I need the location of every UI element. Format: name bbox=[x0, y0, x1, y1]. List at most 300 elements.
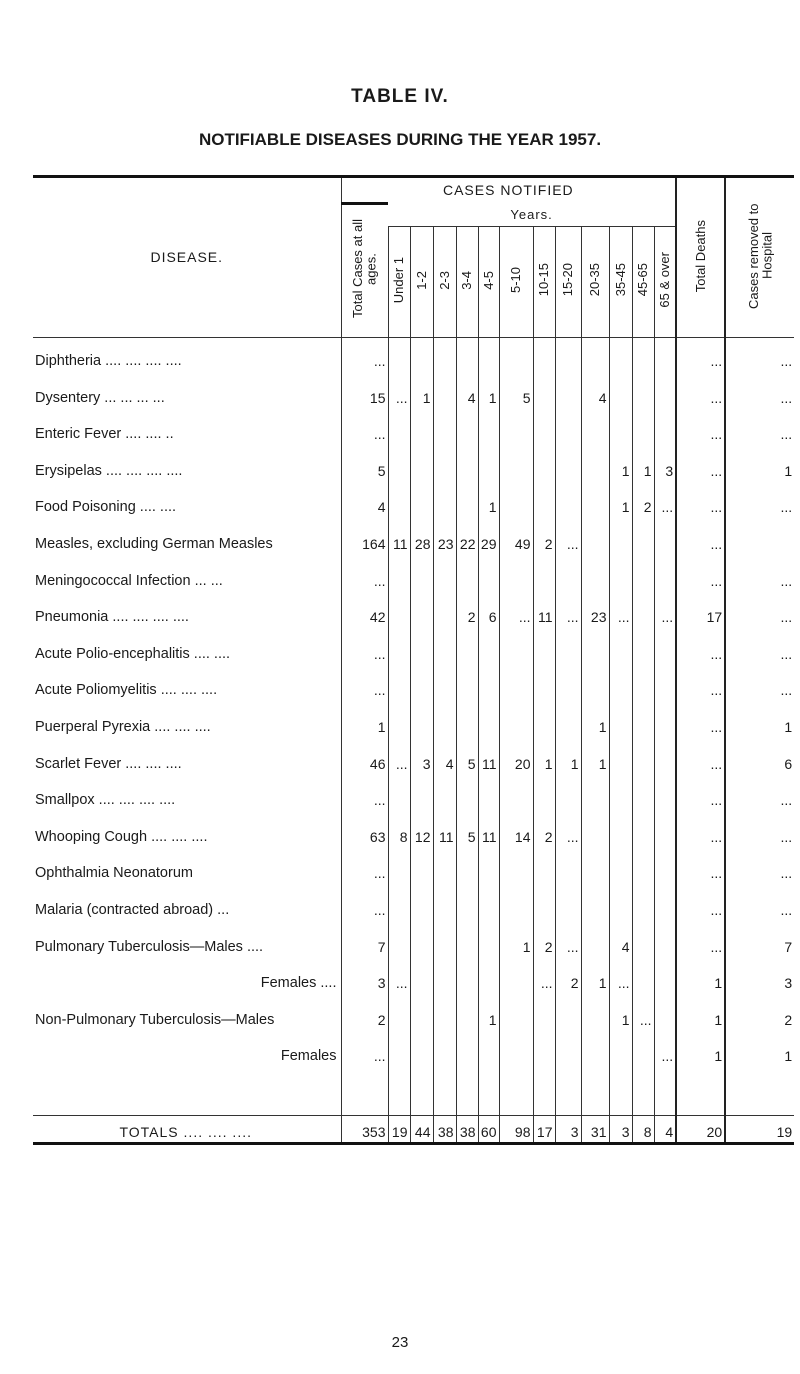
table-cell bbox=[632, 667, 654, 704]
table-cell: 1 bbox=[609, 484, 632, 521]
table-cell bbox=[581, 630, 609, 667]
table-cell: 22 bbox=[456, 520, 478, 557]
table-cell bbox=[456, 484, 478, 521]
table-cell bbox=[632, 337, 654, 374]
table-cell bbox=[410, 850, 433, 887]
table-row bbox=[33, 484, 794, 521]
table-cell bbox=[555, 667, 581, 704]
table-cell bbox=[499, 996, 533, 1033]
table-cell bbox=[581, 411, 609, 448]
table-cell bbox=[456, 447, 478, 484]
table-row bbox=[33, 923, 794, 960]
table-cell bbox=[456, 557, 478, 594]
table-cell bbox=[533, 484, 555, 521]
table-cell bbox=[410, 996, 433, 1033]
header-age-group: 1-2 bbox=[410, 226, 433, 337]
table-cell: ... bbox=[676, 374, 725, 411]
spacer-cell bbox=[676, 1069, 725, 1116]
table-row bbox=[33, 960, 794, 997]
table-cell: 8 bbox=[388, 813, 410, 850]
header-age-group: 15-20 bbox=[555, 226, 581, 337]
table-cell bbox=[456, 703, 478, 740]
disease-name: Non-Pulmonary Tuberculosis—Males bbox=[35, 1011, 275, 1028]
table-cell: 11 bbox=[478, 740, 499, 777]
table-cell bbox=[410, 337, 433, 374]
table-cell bbox=[555, 337, 581, 374]
table-cell bbox=[410, 1033, 433, 1070]
table-cell: ... bbox=[676, 557, 725, 594]
spacer-row bbox=[33, 1069, 794, 1116]
table-cell bbox=[581, 886, 609, 923]
spacer-cell bbox=[632, 1069, 654, 1116]
table-cell bbox=[581, 850, 609, 887]
table-cell bbox=[499, 337, 533, 374]
table-cell bbox=[581, 447, 609, 484]
totals-row bbox=[33, 1116, 794, 1144]
table-cell: 164 bbox=[341, 520, 388, 557]
disease-name: Ophthalmia Neonatorum bbox=[35, 865, 193, 882]
table-cell: ... bbox=[725, 777, 794, 814]
table-cell bbox=[654, 337, 676, 374]
table-cell: 1 bbox=[581, 740, 609, 777]
table-cell: 7 bbox=[341, 923, 388, 960]
table-subtitle: NOTIFIABLE DISEASES DURING THE YEAR 1957. bbox=[198, 130, 602, 149]
table-cell bbox=[555, 850, 581, 887]
table-cell bbox=[654, 740, 676, 777]
table-cell: ... bbox=[341, 1033, 388, 1070]
table-cell: 42 bbox=[341, 594, 388, 631]
table-cell bbox=[654, 557, 676, 594]
table-cell: ... bbox=[533, 960, 555, 997]
table-cell: ... bbox=[341, 777, 388, 814]
table-row bbox=[33, 594, 794, 631]
disease-name: Malaria (contracted abroad) ... bbox=[35, 902, 230, 918]
table-cell bbox=[388, 630, 410, 667]
table-cell: 1 bbox=[725, 1033, 794, 1070]
table-cell: 5 bbox=[341, 447, 388, 484]
disease-name: Acute Polio-encephalitis .... .... bbox=[35, 645, 231, 662]
table-cell: 1 bbox=[410, 374, 433, 411]
table-cell bbox=[609, 850, 632, 887]
table-cell bbox=[456, 923, 478, 960]
table-cell: ... bbox=[341, 886, 388, 923]
table-cell bbox=[654, 630, 676, 667]
table-cell: 11 bbox=[388, 520, 410, 557]
table-cell: ... bbox=[676, 447, 725, 484]
table-cell: 49 bbox=[499, 520, 533, 557]
table-cell bbox=[433, 337, 456, 374]
table-cell: 2 bbox=[533, 520, 555, 557]
table-cell bbox=[478, 447, 499, 484]
table-cell bbox=[555, 411, 581, 448]
header-age-group: 5-10 bbox=[499, 226, 533, 337]
table-cell: ... bbox=[676, 886, 725, 923]
header-age-group: 3-4 bbox=[456, 226, 478, 337]
table-cell: ... bbox=[654, 594, 676, 631]
disease-name: Pneumonia .... .... .... .... bbox=[35, 609, 189, 626]
table-cell: 1 bbox=[555, 740, 581, 777]
table-cell bbox=[433, 411, 456, 448]
table-cell bbox=[499, 557, 533, 594]
table-cell bbox=[433, 667, 456, 704]
table-cell bbox=[410, 484, 433, 521]
header-age-group: 65 & over bbox=[654, 226, 676, 337]
spacer-cell bbox=[581, 1069, 609, 1116]
table-cell: 6 bbox=[725, 740, 794, 777]
table-cell bbox=[456, 850, 478, 887]
disease-name: Diphtheria .... .... .... .... bbox=[35, 353, 182, 370]
table-cell bbox=[533, 703, 555, 740]
table-cell bbox=[499, 447, 533, 484]
table-cell bbox=[456, 777, 478, 814]
table-cell: 12 bbox=[410, 813, 433, 850]
table-cell bbox=[533, 996, 555, 1033]
table-cell: ... bbox=[341, 557, 388, 594]
table-cell: ... bbox=[555, 923, 581, 960]
table-cell: ... bbox=[676, 813, 725, 850]
table-row bbox=[33, 996, 794, 1033]
table-cell: 4 bbox=[456, 374, 478, 411]
table-cell bbox=[609, 411, 632, 448]
table-cell bbox=[654, 960, 676, 997]
table-cell: ... bbox=[341, 630, 388, 667]
table-cell bbox=[456, 667, 478, 704]
table-cell bbox=[609, 1033, 632, 1070]
table-cell: 1 bbox=[341, 703, 388, 740]
table-cell bbox=[725, 520, 794, 557]
table-cell: ... bbox=[341, 411, 388, 448]
table-cell bbox=[533, 667, 555, 704]
header-age-group: 35-45 bbox=[609, 226, 632, 337]
table-cell: ... bbox=[676, 777, 725, 814]
table-cell bbox=[388, 886, 410, 923]
table-cell bbox=[410, 703, 433, 740]
table-cell bbox=[499, 886, 533, 923]
table-cell: 3 bbox=[410, 740, 433, 777]
table-cell bbox=[478, 886, 499, 923]
table-row bbox=[33, 740, 794, 777]
table-cell: 3 bbox=[725, 960, 794, 997]
table-cell bbox=[555, 886, 581, 923]
table-cell bbox=[433, 960, 456, 997]
table-cell bbox=[478, 923, 499, 960]
table-cell: 23 bbox=[581, 594, 609, 631]
table-cell bbox=[533, 337, 555, 374]
table-row bbox=[33, 703, 794, 740]
table-cell bbox=[499, 960, 533, 997]
table-cell: ... bbox=[676, 630, 725, 667]
disease-name: Erysipelas .... .... .... .... bbox=[35, 462, 183, 479]
table-cell: 23 bbox=[433, 520, 456, 557]
table-cell: 19 bbox=[388, 1116, 410, 1144]
table-cell bbox=[632, 886, 654, 923]
disease-name: Females .... bbox=[260, 975, 337, 992]
table-cell: 4 bbox=[654, 1116, 676, 1144]
table-cell bbox=[609, 520, 632, 557]
table-cell: 2 bbox=[632, 484, 654, 521]
table-cell bbox=[456, 960, 478, 997]
table-cell bbox=[433, 630, 456, 667]
table-row bbox=[33, 411, 794, 448]
table-cell bbox=[632, 703, 654, 740]
table-cell bbox=[533, 886, 555, 923]
table-cell: ... bbox=[654, 484, 676, 521]
disease-name: Meningococcal Infection ... ... bbox=[35, 572, 223, 589]
table-cell: 1 bbox=[581, 960, 609, 997]
table-cell: 1 bbox=[478, 484, 499, 521]
spacer-cell bbox=[609, 1069, 632, 1116]
table-cell bbox=[654, 374, 676, 411]
notifiable-diseases-table bbox=[33, 175, 794, 1145]
table-cell bbox=[478, 411, 499, 448]
spacer-cell bbox=[433, 1069, 456, 1116]
table-cell bbox=[478, 630, 499, 667]
table-cell bbox=[499, 777, 533, 814]
table-cell bbox=[632, 374, 654, 411]
table-cell: ... bbox=[341, 850, 388, 887]
table-row bbox=[33, 520, 794, 557]
table-cell: 14 bbox=[499, 813, 533, 850]
table-cell bbox=[654, 520, 676, 557]
table-cell: 3 bbox=[609, 1116, 632, 1144]
table-cell bbox=[456, 411, 478, 448]
table-cell: 3 bbox=[555, 1116, 581, 1144]
table-cell: ... bbox=[676, 740, 725, 777]
table-cell: 98 bbox=[499, 1116, 533, 1144]
table-cell: 1 bbox=[478, 374, 499, 411]
table-cell bbox=[555, 1033, 581, 1070]
table-cell bbox=[555, 996, 581, 1033]
header-age-group: 4-5 bbox=[478, 226, 499, 337]
table-cell bbox=[654, 923, 676, 960]
table-cell: ... bbox=[499, 594, 533, 631]
table-cell: ... bbox=[341, 337, 388, 374]
table-cell: 44 bbox=[410, 1116, 433, 1144]
table-cell bbox=[410, 594, 433, 631]
table-cell bbox=[433, 1033, 456, 1070]
table-cell bbox=[581, 813, 609, 850]
table-row bbox=[33, 850, 794, 887]
table-cell: ... bbox=[676, 411, 725, 448]
table-cell: 20 bbox=[676, 1116, 725, 1144]
table-row bbox=[33, 337, 794, 374]
table-cell: 4 bbox=[609, 923, 632, 960]
table-row bbox=[33, 630, 794, 667]
table-cell: 1 bbox=[609, 996, 632, 1033]
table-cell bbox=[581, 923, 609, 960]
disease-name: Dysentery ... ... ... ... bbox=[35, 389, 165, 406]
table-cell: 2 bbox=[456, 594, 478, 631]
table-cell: 3 bbox=[654, 447, 676, 484]
table-cell: 29 bbox=[478, 520, 499, 557]
table-cell bbox=[478, 557, 499, 594]
page-number: 23 bbox=[391, 1334, 409, 1351]
table-cell bbox=[533, 630, 555, 667]
table-cell: 1 bbox=[499, 923, 533, 960]
table-cell bbox=[581, 484, 609, 521]
table-cell: 11 bbox=[433, 813, 456, 850]
table-cell bbox=[555, 777, 581, 814]
disease-name: Measles, excluding German Measles bbox=[35, 536, 273, 553]
table-cell bbox=[654, 996, 676, 1033]
table-cell bbox=[388, 703, 410, 740]
table-cell: 5 bbox=[499, 374, 533, 411]
table-cell: ... bbox=[388, 374, 410, 411]
header-total-deaths: Total Deaths bbox=[676, 177, 725, 338]
table-cell: ... bbox=[725, 337, 794, 374]
table-cell bbox=[388, 667, 410, 704]
table-cell: ... bbox=[725, 374, 794, 411]
table-cell: 11 bbox=[478, 813, 499, 850]
table-cell bbox=[478, 960, 499, 997]
table-cell bbox=[654, 777, 676, 814]
table-cell bbox=[555, 374, 581, 411]
table-cell: ... bbox=[609, 960, 632, 997]
table-cell: ... bbox=[725, 484, 794, 521]
table-cell bbox=[388, 850, 410, 887]
table-cell: 28 bbox=[410, 520, 433, 557]
table-cell bbox=[609, 667, 632, 704]
table-cell bbox=[433, 777, 456, 814]
table-row bbox=[33, 1033, 794, 1070]
table-cell bbox=[433, 374, 456, 411]
table-cell: 5 bbox=[456, 740, 478, 777]
table-cell bbox=[654, 411, 676, 448]
table-cell: 1 bbox=[581, 703, 609, 740]
header-age-group: Under 1 bbox=[388, 226, 410, 337]
table-cell: 1 bbox=[725, 447, 794, 484]
table-cell bbox=[388, 484, 410, 521]
table-cell: 20 bbox=[499, 740, 533, 777]
table-cell bbox=[581, 557, 609, 594]
table-cell bbox=[654, 886, 676, 923]
header-age-group: 45-65 bbox=[632, 226, 654, 337]
table-cell bbox=[410, 777, 433, 814]
spacer-cell bbox=[533, 1069, 555, 1116]
spacer-cell bbox=[725, 1069, 794, 1116]
table-cell: 4 bbox=[433, 740, 456, 777]
disease-name: TOTALS .... .... .... bbox=[33, 1116, 341, 1144]
table-cell bbox=[456, 996, 478, 1033]
header-age-group: 2-3 bbox=[433, 226, 456, 337]
table-row bbox=[33, 667, 794, 704]
table-cell: ... bbox=[676, 337, 725, 374]
table-cell: 2 bbox=[555, 960, 581, 997]
table-cell bbox=[654, 813, 676, 850]
table-cell bbox=[609, 813, 632, 850]
page-title: TABLE IV. bbox=[351, 86, 449, 107]
table-cell: 2 bbox=[533, 923, 555, 960]
table-cell bbox=[632, 923, 654, 960]
table-cell bbox=[410, 411, 433, 448]
table-cell bbox=[499, 411, 533, 448]
disease-name: Pulmonary Tuberculosis—Males .... bbox=[35, 938, 264, 955]
table-cell: 2 bbox=[341, 996, 388, 1033]
table-row bbox=[33, 777, 794, 814]
table-cell: ... bbox=[725, 557, 794, 594]
table-cell: ... bbox=[676, 850, 725, 887]
table-cell bbox=[433, 886, 456, 923]
table-cell: 8 bbox=[632, 1116, 654, 1144]
spacer-cell bbox=[341, 1069, 388, 1116]
table-cell: 19 bbox=[725, 1116, 794, 1144]
table-cell: ... bbox=[676, 484, 725, 521]
table-cell: 17 bbox=[676, 594, 725, 631]
table-cell bbox=[456, 337, 478, 374]
table-row bbox=[33, 813, 794, 850]
table-cell bbox=[581, 520, 609, 557]
table-cell bbox=[478, 850, 499, 887]
table-cell: 4 bbox=[341, 484, 388, 521]
table-cell: 1 bbox=[533, 740, 555, 777]
table-cell bbox=[654, 667, 676, 704]
table-cell bbox=[410, 557, 433, 594]
table-cell bbox=[433, 447, 456, 484]
table-cell bbox=[410, 886, 433, 923]
header-age-group: 20-35 bbox=[581, 226, 609, 337]
table-cell: 5 bbox=[456, 813, 478, 850]
spacer-cell bbox=[33, 1069, 341, 1116]
header-removed-to-hospital: Cases removed to Hospital bbox=[725, 177, 794, 338]
table-cell bbox=[533, 447, 555, 484]
table-cell: 63 bbox=[341, 813, 388, 850]
table-cell: ... bbox=[388, 960, 410, 997]
table-cell: 4 bbox=[581, 374, 609, 411]
table-cell bbox=[478, 703, 499, 740]
spacer-cell bbox=[410, 1069, 433, 1116]
table-cell: ... bbox=[725, 594, 794, 631]
table-cell: 38 bbox=[456, 1116, 478, 1144]
table-cell bbox=[433, 703, 456, 740]
table-cell: ... bbox=[341, 667, 388, 704]
table-cell bbox=[533, 850, 555, 887]
table-cell bbox=[478, 337, 499, 374]
table-cell bbox=[433, 923, 456, 960]
table-cell: 1 bbox=[725, 703, 794, 740]
table-cell: 1 bbox=[676, 960, 725, 997]
table-cell bbox=[632, 594, 654, 631]
table-cell bbox=[388, 923, 410, 960]
disease-name: Food Poisoning .... .... bbox=[35, 499, 177, 516]
table-cell bbox=[499, 630, 533, 667]
table-cell: ... bbox=[725, 630, 794, 667]
table-cell: ... bbox=[654, 1033, 676, 1070]
table-cell bbox=[456, 886, 478, 923]
table-cell: ... bbox=[725, 813, 794, 850]
table-cell: 11 bbox=[533, 594, 555, 631]
table-cell bbox=[456, 1033, 478, 1070]
table-cell bbox=[632, 813, 654, 850]
table-cell bbox=[456, 630, 478, 667]
table-cell bbox=[433, 484, 456, 521]
table-cell bbox=[609, 740, 632, 777]
table-cell: ... bbox=[676, 703, 725, 740]
table-row bbox=[33, 447, 794, 484]
table-cell bbox=[555, 447, 581, 484]
table-cell bbox=[555, 630, 581, 667]
spacer-cell bbox=[654, 1069, 676, 1116]
table-cell bbox=[478, 777, 499, 814]
table-cell: ... bbox=[555, 813, 581, 850]
table-cell bbox=[533, 777, 555, 814]
table-cell: 3 bbox=[341, 960, 388, 997]
table-cell bbox=[388, 777, 410, 814]
table-cell: ... bbox=[609, 594, 632, 631]
table-cell bbox=[609, 703, 632, 740]
table-cell: 60 bbox=[478, 1116, 499, 1144]
table-cell bbox=[654, 850, 676, 887]
spacer-cell bbox=[478, 1069, 499, 1116]
